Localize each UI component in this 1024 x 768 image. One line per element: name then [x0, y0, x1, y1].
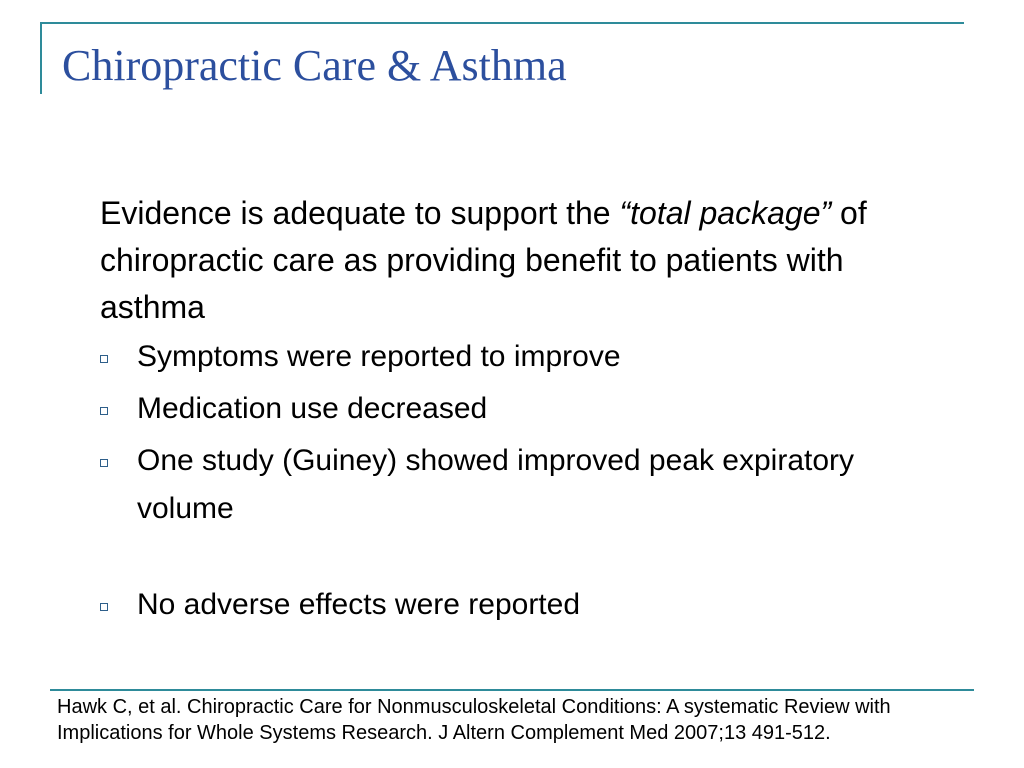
- bullet-item: [100, 385, 880, 433]
- bullet-list: [100, 333, 880, 629]
- intro-text-before: Evidence is adequate to support the: [100, 195, 620, 231]
- bullet-text: Medication use decreased: [137, 392, 488, 425]
- bullet-text: One study (Guiney) showed improved peak expiratory volume: [137, 444, 855, 525]
- bullet-item: [100, 581, 880, 629]
- title-accent-top-line: [40, 22, 964, 24]
- intro-emphasis: “total package”: [619, 195, 832, 231]
- bullet-text: No adverse effects were reported: [137, 588, 581, 621]
- intro-text-after: of chiropractic care as providing benefit to patients with asthma: [100, 195, 867, 325]
- bullet-item: [100, 437, 880, 533]
- citation-text: Hawk C, et al. Chiropractic Care for Nonmusculoskeletal Conditions: A systematic Review with Implications for Whole Systems Research. J Altern Complement Med 2007;13 491-512.: [57, 696, 891, 744]
- hollow-square-bullet-icon: [100, 407, 108, 415]
- title-accent-vertical-line: [40, 22, 42, 94]
- hollow-square-bullet-icon: [100, 459, 108, 467]
- slide-title: Chiropractic Care & Asthma: [62, 41, 567, 90]
- slide-body: [100, 190, 880, 633]
- hollow-square-bullet-icon: [100, 603, 108, 611]
- bullet-text: Symptoms were reported to improve: [137, 340, 621, 373]
- bullet-item: [100, 333, 880, 381]
- intro-paragraph: [100, 190, 880, 331]
- hollow-square-bullet-icon: [100, 355, 108, 363]
- footer-divider-line: [50, 689, 974, 691]
